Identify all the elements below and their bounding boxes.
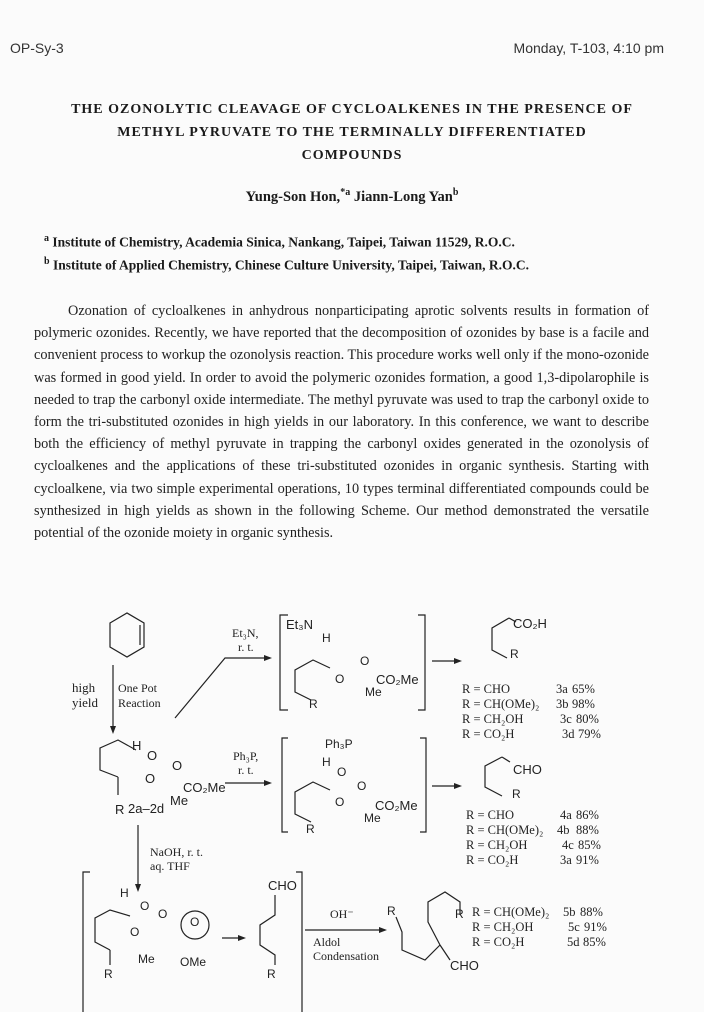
svg-text:H: H bbox=[132, 738, 142, 753]
svg-text:Me: Me bbox=[364, 811, 381, 825]
affiliation-mark: b bbox=[44, 256, 50, 267]
svg-text:4a: 4a bbox=[560, 808, 572, 822]
intermediate-et3n bbox=[280, 615, 425, 711]
title-line-3: COMPOUNDS bbox=[301, 148, 403, 163]
reagent-ph3p: Ph₃P, bbox=[233, 749, 259, 763]
svg-text:CO₂H: CO₂H bbox=[513, 616, 547, 631]
svg-text:O: O bbox=[147, 748, 158, 763]
affiliation-a bbox=[44, 233, 515, 251]
svg-text:OMe: OMe bbox=[180, 955, 207, 969]
svg-text:85%: 85% bbox=[583, 935, 606, 949]
affiliation-text: Institute of Applied Chemistry, Chinese Culture University, Taipei, Taiwan, R.O.C. bbox=[52, 257, 530, 273]
svg-text:3b: 3b bbox=[556, 697, 569, 711]
label-high: high bbox=[72, 680, 96, 695]
svg-text:R = CH(OMe)₂: R = CH(OMe)₂ bbox=[466, 823, 544, 837]
svg-text:R = CH₂OH: R = CH₂OH bbox=[472, 920, 534, 934]
svg-text:CO₂Me: CO₂Me bbox=[376, 672, 419, 687]
svg-text:CHO: CHO bbox=[513, 762, 542, 777]
label-yield: yield bbox=[72, 695, 98, 710]
svg-text:O: O bbox=[335, 795, 345, 809]
abstract-paragraph: Ozonation of cycloalkenes in anhydrous nonparticipating aprotic solvents results in formation of polymeric ozonides. Recently, we have reported that the decomposition of ozonides by base is a facile and convenient process to workup the ozonolysis reaction. This procedure works well only if the mono-ozonide was formed in good yield. In order to avoid the polymeric ozonides formation, a good 1,3-dipolarophile is needed to trap the carbonyl oxide intermediate. The methyl pyruvate was used to trap the carbonyl oxide to form the tri-substituted ozonides in high yields in our laboratory. In this conference, we want to describe both the efficiency of methyl pyruvate in trapping the carbonyl oxides generated in the ozonolysis of cycloalkenes and the applications of these tri-substituted ozonides in organic synthesis. Starting with cycloalkene, via two simple experimental operations, 10 types terminal differentiated compounds could be synthesized in high yields as shown in the following Scheme. Our method demonstrated the versatile potential of the ozonide moiety in organic synthesis. bbox=[34, 303, 649, 542]
svg-text:O: O bbox=[145, 771, 156, 786]
ozonide-label: 2a–2d bbox=[128, 801, 165, 816]
reagent-condensation: Condensation bbox=[313, 949, 379, 963]
svg-text:R = CHO: R = CHO bbox=[466, 808, 515, 822]
reagent-naoh: NaOH, r. t. bbox=[150, 845, 203, 859]
intermediate-ph3p bbox=[282, 737, 426, 836]
svg-text:O: O bbox=[335, 672, 345, 686]
svg-text:CO₂Me: CO₂Me bbox=[375, 798, 418, 813]
svg-text:R = CO₂H: R = CO₂H bbox=[462, 727, 515, 741]
svg-text:Ph₃P: Ph₃P bbox=[325, 737, 353, 751]
svg-text:H: H bbox=[120, 886, 129, 900]
svg-text:R = CH₂OH: R = CH₂OH bbox=[466, 838, 528, 852]
label-reaction: Reaction bbox=[118, 696, 161, 710]
title-line-1: THE OZONOLYTIC CLEAVAGE OF CYCLOALKENES IN THE PRESENCE OF bbox=[71, 102, 633, 117]
svg-text:R: R bbox=[267, 967, 276, 981]
svg-text:O: O bbox=[158, 907, 168, 921]
svg-text:86%: 86% bbox=[576, 808, 599, 822]
svg-text:R = CH₂OH: R = CH₂OH bbox=[462, 712, 524, 726]
author-2-mark: b bbox=[452, 187, 459, 198]
author-2: Jiann-Long Yan bbox=[353, 188, 453, 205]
reagent-et3n-conditions: r. t. bbox=[238, 640, 254, 654]
svg-text:R = CH(OMe)₂: R = CH(OMe)₂ bbox=[472, 905, 550, 919]
svg-text:5d: 5d bbox=[567, 935, 580, 949]
svg-text:O: O bbox=[140, 899, 150, 913]
reagent-naoh-conditions: aq. THF bbox=[150, 859, 190, 873]
product-3-table bbox=[462, 682, 601, 741]
reagent-et3n: Et₃N, bbox=[232, 626, 259, 640]
session-schedule: Monday, T-103, 4:10 pm bbox=[513, 40, 664, 56]
svg-text:H: H bbox=[322, 631, 331, 645]
svg-text:R = CO₂H: R = CO₂H bbox=[472, 935, 525, 949]
product-5-table bbox=[472, 905, 607, 949]
svg-text:R: R bbox=[306, 822, 315, 836]
product-3-structure bbox=[492, 616, 547, 661]
svg-text:CO₂Me: CO₂Me bbox=[183, 780, 226, 795]
svg-text:5c: 5c bbox=[568, 920, 580, 934]
svg-text:3a: 3a bbox=[556, 682, 568, 696]
svg-text:5b: 5b bbox=[563, 905, 576, 919]
ozonide-2a-2d bbox=[100, 738, 226, 817]
svg-text:3a: 3a bbox=[560, 853, 572, 867]
svg-text:R: R bbox=[115, 802, 125, 817]
author-1-mark: *a bbox=[340, 187, 351, 198]
svg-text:O: O bbox=[357, 779, 367, 793]
svg-text:85%: 85% bbox=[578, 838, 601, 852]
svg-text:4c: 4c bbox=[562, 838, 574, 852]
affiliation-b bbox=[44, 256, 529, 274]
svg-text:O: O bbox=[190, 915, 200, 929]
svg-text:O: O bbox=[360, 654, 370, 668]
svg-text:R: R bbox=[512, 787, 521, 801]
svg-text:65%: 65% bbox=[572, 682, 595, 696]
svg-text:R = CHO: R = CHO bbox=[462, 682, 511, 696]
svg-text:4b: 4b bbox=[557, 823, 570, 837]
reagent-hydroxide: OH⁻ bbox=[330, 907, 354, 921]
svg-text:3c: 3c bbox=[560, 712, 572, 726]
svg-text:R: R bbox=[455, 907, 464, 921]
aldehyde-intermediate bbox=[260, 878, 297, 981]
svg-text:CHO: CHO bbox=[450, 958, 479, 973]
label-one-pot: One Pot bbox=[118, 681, 157, 695]
author-line bbox=[0, 187, 704, 206]
svg-text:R: R bbox=[387, 904, 396, 918]
svg-text:O: O bbox=[337, 765, 347, 779]
author-1: Yung-Son Hon, bbox=[245, 188, 341, 205]
svg-text:CHO: CHO bbox=[268, 878, 297, 893]
svg-text:R: R bbox=[309, 697, 318, 711]
svg-text:98%: 98% bbox=[572, 697, 595, 711]
svg-text:Et₃N: Et₃N bbox=[286, 617, 313, 632]
svg-text:O: O bbox=[130, 925, 140, 939]
cyclohexene-structure bbox=[110, 613, 144, 657]
svg-text:88%: 88% bbox=[580, 905, 603, 919]
reaction-scheme bbox=[0, 600, 704, 1012]
svg-text:Me: Me bbox=[365, 685, 382, 699]
svg-text:88%: 88% bbox=[576, 823, 599, 837]
svg-text:91%: 91% bbox=[576, 853, 599, 867]
svg-text:R: R bbox=[104, 967, 113, 981]
svg-text:O: O bbox=[172, 758, 183, 773]
affiliation-mark: a bbox=[44, 233, 49, 244]
session-code: OP-Sy-3 bbox=[10, 40, 64, 56]
product-4-structure bbox=[485, 757, 542, 801]
svg-text:79%: 79% bbox=[578, 727, 601, 741]
reagent-ph3p-conditions: r. t. bbox=[238, 763, 254, 777]
svg-text:H: H bbox=[322, 755, 331, 769]
svg-text:3d: 3d bbox=[562, 727, 575, 741]
svg-text:Me: Me bbox=[170, 793, 189, 808]
svg-text:80%: 80% bbox=[576, 712, 599, 726]
product-5-structure bbox=[387, 892, 479, 973]
svg-text:91%: 91% bbox=[584, 920, 607, 934]
reagent-aldol: Aldol bbox=[313, 935, 341, 949]
svg-text:Me: Me bbox=[138, 952, 155, 966]
intermediate-naoh bbox=[83, 872, 209, 1012]
product-4-table bbox=[466, 808, 601, 867]
svg-text:R = CO₂H: R = CO₂H bbox=[466, 853, 519, 867]
abstract bbox=[34, 300, 649, 544]
title-line-2: METHYL PYRUVATE TO THE TERMINALLY DIFFERENTIATED bbox=[117, 125, 587, 140]
affiliation-text: Institute of Chemistry, Academia Sinica, Nankang, Taipei, Taiwan 11529, R.O.C. bbox=[52, 234, 515, 250]
svg-text:R = CH(OMe)₂: R = CH(OMe)₂ bbox=[462, 697, 540, 711]
svg-text:R: R bbox=[510, 647, 519, 661]
